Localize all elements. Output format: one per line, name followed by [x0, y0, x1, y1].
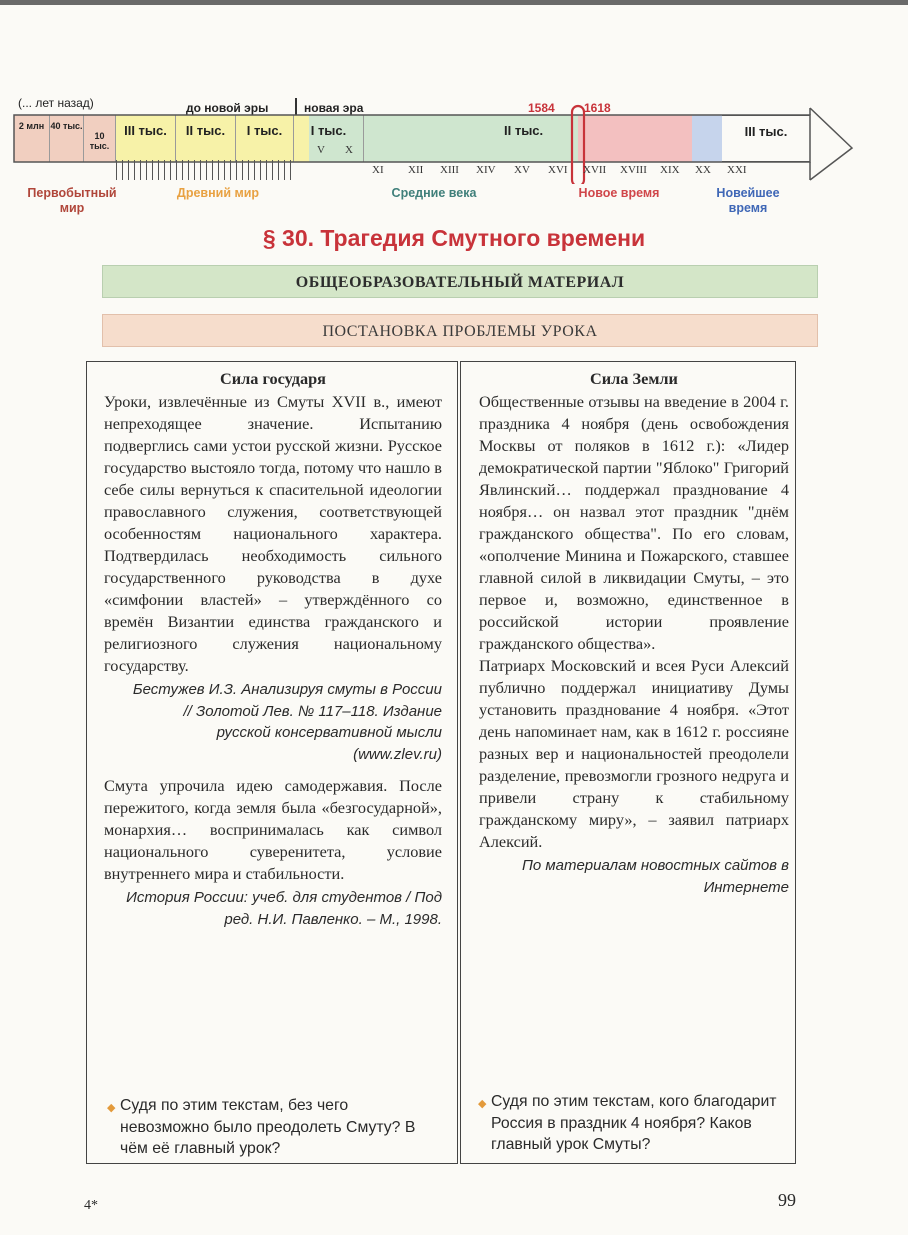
segment-40k: 40 тыс. — [50, 115, 84, 162]
right-text-2: Патриарх Московский и всея Руси Алексий публично поддержал инициативу Думы установить празднование 4 ноября. «Этот день напоминает нам, как в 1612 г. россияне разных вер и национальностей преодолели разделение, превозмогли грозного недруга и привели страну к стабильному гражданскому миру», – заявил патриарх Алексий. — [479, 656, 789, 851]
century-label: XVII — [583, 164, 607, 176]
century-label: XII — [408, 164, 424, 176]
segment-2k-bc: II тыс. — [176, 115, 236, 162]
left-text-1: Уроки, извлечённые из Смуты XVII в., имеют непреходящее значение. Испытанию подверглись сами устои русской жизни. Русское государство выстояло тогда, потому что нашло в себе силы вернуться к спасительной идеологии православного служения, соответствующей особенностям национального характера. Подтвердилась необходимость сильного государственного руководства в духе «симфонии властей» – утверждённого со времён Византии единства гражданского и религиозного служения национальному государству. — [104, 392, 442, 675]
century-label: XX — [695, 164, 711, 176]
century-label: XV — [514, 164, 530, 176]
century-label: V — [317, 144, 325, 156]
century-label: XI — [372, 164, 384, 176]
century-label: XVIII — [620, 164, 647, 176]
year-1618: 1618 — [584, 101, 611, 115]
era-new-time: Новое время — [578, 186, 660, 200]
era-ancient: Древний мир — [176, 186, 260, 200]
right-column — [479, 368, 789, 908]
year-1584: 1584 — [528, 101, 555, 115]
left-source-2: История России: учеб. для студентов / Под ред. Н.И. Павленко. – М., 1998. — [126, 889, 442, 928]
segment-3k-ad: III тыс. — [722, 115, 810, 162]
era-primitive: Первобытный мир — [27, 186, 117, 215]
century-label: XVI — [548, 164, 568, 176]
segment-1k-ad: I тыс. — [294, 115, 364, 162]
top-border — [0, 0, 908, 5]
left-source-1: Бестужев И.З. Анализируя смуты в России // Золотой Лев. № 117–118. Издание русской консервативной мысли (www.zlev.ru) — [132, 681, 442, 763]
right-text-1: Общественные отзывы на введение в 2004 г. праздника 4 ноября (день освобождения Москвы от поляков в 1612 г.): «Лидер демократической партии "Яблоко" Григорий Явлинский… поддержал празднование 4 ноября… он назвал этот праздник "днём гражданского общества". По его словам, «ополчение Минина и Пожарского, ставшее главной силой в ликвидации Смуты, – это первое и, возможно, единственное в российской истории проявление гражданского общества». — [479, 392, 789, 653]
century-label: XIV — [476, 164, 496, 176]
general-material-band: ОБЩЕОБРАЗОВАТЕЛЬНЫЙ МАТЕРИАЛ — [102, 265, 818, 298]
question-bullet-icon: ◆ — [478, 1098, 487, 1110]
era-newest-time: Новейшее время — [716, 186, 780, 215]
left-heading: Сила государя — [220, 369, 326, 388]
century-label: XIII — [440, 164, 459, 176]
segment-2k-ad-middle: II тыс. — [364, 115, 578, 162]
century-label: X — [345, 144, 353, 156]
right-heading: Сила Земли — [590, 369, 678, 388]
years-ago-label: (... лет назад) — [18, 96, 94, 110]
ad-label: новая эра — [304, 101, 364, 115]
page-title: § 30. Трагедия Смутного времени — [262, 225, 646, 251]
right-source: По материалам новостных сайтов в Интернете — [521, 857, 789, 896]
century-label: XXI — [727, 164, 747, 176]
page-number: 99 — [778, 1190, 796, 1210]
segment-3k-bc: III тыс. — [116, 115, 176, 162]
lesson-problem-band: ПОСТАНОВКА ПРОБЛЕМЫ УРОКА — [102, 314, 818, 347]
segment-1k-bc: I тыс. — [236, 115, 294, 162]
bc-label: до новой эры — [186, 101, 269, 115]
left-question: ◆ Судя по этим текстам, без чего невозможно было преодолеть Смуту? В чём её главный урок? — [107, 1097, 416, 1157]
century-label: XIX — [660, 164, 680, 176]
segment-2mln: 2 млн — [14, 115, 50, 162]
left-column — [104, 368, 442, 940]
question-bullet-icon: ◆ — [107, 1102, 116, 1114]
printer-signature: 4* — [84, 1198, 98, 1213]
segment-10k: 10 тыс. — [84, 115, 116, 162]
right-question: ◆ Судя по этим текстам, кого благодарит Россия в праздник 4 ноября? Каков главный урок Смуты? — [478, 1093, 777, 1153]
era-middle-ages: Средние века — [391, 186, 477, 200]
left-text-2: Смута упрочила идею самодержавия. После пережитого, когда земля была «безгосударной», монархия… воспринималась как символ национального суверенитета, условие внутреннего мира и стабильности. — [104, 776, 442, 883]
ancient-year-ticks — [116, 160, 292, 180]
